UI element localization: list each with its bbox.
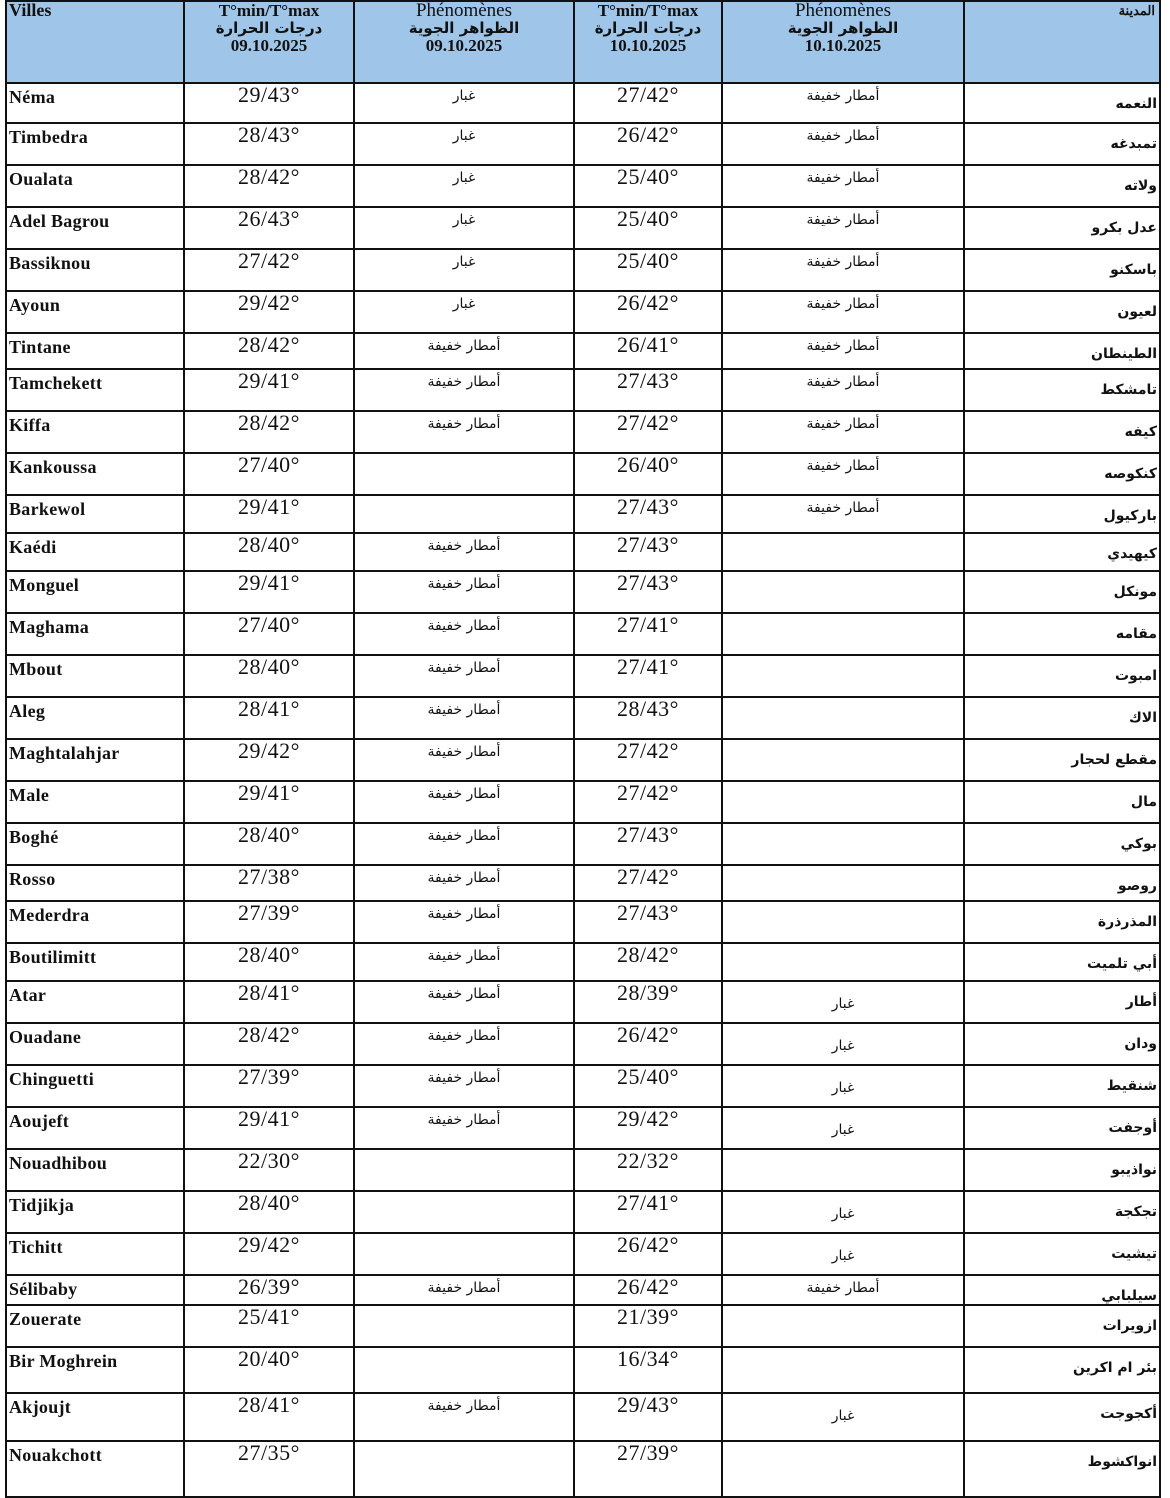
table-row bbox=[6, 411, 1160, 453]
city-cell: Male bbox=[6, 781, 184, 823]
phen-day2-cell bbox=[722, 943, 964, 981]
city-cell: Tidjikja bbox=[6, 1191, 184, 1233]
phen-day1-cell: أمطار خفيفة bbox=[354, 655, 574, 697]
city-cell: Barkewol bbox=[6, 495, 184, 533]
temp-day1-cell: 28/42° bbox=[184, 411, 354, 453]
phen-day1-cell: أمطار خفيفة bbox=[354, 1107, 574, 1149]
temp-day1-cell: 20/40° bbox=[184, 1347, 354, 1393]
table-row bbox=[6, 865, 1160, 901]
phen-day1-cell bbox=[354, 1347, 574, 1393]
temp-day2-cell: 28/43° bbox=[574, 697, 722, 739]
phen-day2-cell: أمطار خفيفة bbox=[722, 411, 964, 453]
table-row bbox=[6, 901, 1160, 943]
phen-day1-cell: غبار bbox=[354, 83, 574, 123]
phen-day2-cell: غبار bbox=[722, 1393, 964, 1441]
table-row bbox=[6, 1441, 1160, 1497]
temp-day1-cell: 27/35° bbox=[184, 1441, 354, 1497]
city-cell: Monguel bbox=[6, 571, 184, 613]
temp-day2-cell: 27/43° bbox=[574, 495, 722, 533]
city-cell: Oualata bbox=[6, 165, 184, 207]
temp-day2-cell: 27/41° bbox=[574, 613, 722, 655]
city-ar-cell: كنكوصه bbox=[964, 453, 1160, 495]
phen-day1-cell: غبار bbox=[354, 207, 574, 249]
temp-day2-cell: 27/42° bbox=[574, 83, 722, 123]
phen-day1-cell: أمطار خفيفة bbox=[354, 1275, 574, 1305]
city-ar-cell: مونكل bbox=[964, 571, 1160, 613]
city-cell: Ayoun bbox=[6, 291, 184, 333]
phen-day1-cell: أمطار خفيفة bbox=[354, 781, 574, 823]
temp-day2-cell: 27/39° bbox=[574, 1441, 722, 1497]
city-ar-cell: ازويرات bbox=[964, 1305, 1160, 1347]
phen-day2-cell: أمطار خفيفة bbox=[722, 207, 964, 249]
temp-day1-cell: 29/41° bbox=[184, 571, 354, 613]
temp-day2-cell: 25/40° bbox=[574, 249, 722, 291]
phen-day1-cell bbox=[354, 1305, 574, 1347]
city-cell: Néma bbox=[6, 83, 184, 123]
city-ar-cell: تجكجة bbox=[964, 1191, 1160, 1233]
temp-day1-cell: 29/41° bbox=[184, 369, 354, 411]
city-ar-cell: ودان bbox=[964, 1023, 1160, 1065]
temp-day1-cell: 29/41° bbox=[184, 495, 354, 533]
temp-day1-cell: 28/40° bbox=[184, 533, 354, 571]
table-row bbox=[6, 369, 1160, 411]
temp-day1-cell: 29/43° bbox=[184, 83, 354, 123]
phen-day2-cell bbox=[722, 739, 964, 781]
city-ar-cell: تيشيت bbox=[964, 1233, 1160, 1275]
table-row bbox=[6, 165, 1160, 207]
temp-day1-cell: 28/42° bbox=[184, 165, 354, 207]
temp-day1-cell: 27/38° bbox=[184, 865, 354, 901]
phen-day1-cell: أمطار خفيفة bbox=[354, 901, 574, 943]
table-row bbox=[6, 453, 1160, 495]
phen-day1-cell: غبار bbox=[354, 249, 574, 291]
temp-day2-cell: 16/34° bbox=[574, 1347, 722, 1393]
temp-day2-cell: 26/42° bbox=[574, 291, 722, 333]
table-row bbox=[6, 1149, 1160, 1191]
phen-day2-cell: أمطار خفيفة bbox=[722, 1275, 964, 1305]
phen-day2-cell: أمطار خفيفة bbox=[722, 291, 964, 333]
temp-day2-cell: 27/42° bbox=[574, 739, 722, 781]
phen-day2-cell: أمطار خفيفة bbox=[722, 165, 964, 207]
phen-day1-cell: أمطار خفيفة bbox=[354, 613, 574, 655]
header-temp-day1: T°min/T°max درجات الحرارة 09.10.2025 bbox=[184, 1, 354, 83]
phen-day1-cell: أمطار خفيفة bbox=[354, 533, 574, 571]
temp-day2-cell: 27/42° bbox=[574, 865, 722, 901]
city-cell: Tamchekett bbox=[6, 369, 184, 411]
city-cell: Nouadhibou bbox=[6, 1149, 184, 1191]
table-row bbox=[6, 207, 1160, 249]
phen-day2-cell bbox=[722, 571, 964, 613]
city-ar-cell: الاك bbox=[964, 697, 1160, 739]
city-cell: Maghtalahjar bbox=[6, 739, 184, 781]
table-row bbox=[6, 1347, 1160, 1393]
city-ar-cell: لعيون bbox=[964, 291, 1160, 333]
temp-day2-cell: 26/42° bbox=[574, 1275, 722, 1305]
header-phen-day1: Phénomènes الظواهر الجوية 09.10.2025 bbox=[354, 1, 574, 83]
phen-day1-cell bbox=[354, 495, 574, 533]
temp-day2-cell: 26/41° bbox=[574, 333, 722, 369]
phen-day1-cell: أمطار خفيفة bbox=[354, 411, 574, 453]
table-row bbox=[6, 495, 1160, 533]
city-cell: Zouerate bbox=[6, 1305, 184, 1347]
city-ar-cell: تمبدغه bbox=[964, 123, 1160, 165]
table-row bbox=[6, 291, 1160, 333]
table-row bbox=[6, 781, 1160, 823]
city-ar-cell: المذرذرة bbox=[964, 901, 1160, 943]
temp-day2-cell: 25/40° bbox=[574, 165, 722, 207]
temp-day1-cell: 28/40° bbox=[184, 1191, 354, 1233]
temp-day2-cell: 27/43° bbox=[574, 571, 722, 613]
city-ar-cell: مال bbox=[964, 781, 1160, 823]
phen-day1-cell: أمطار خفيفة bbox=[354, 333, 574, 369]
header-row bbox=[6, 1, 1160, 83]
phen-day2-cell bbox=[722, 533, 964, 571]
header-villes: Villes bbox=[6, 1, 184, 83]
city-cell: Tintane bbox=[6, 333, 184, 369]
table-row bbox=[6, 823, 1160, 865]
city-ar-cell: مقامه bbox=[964, 613, 1160, 655]
city-ar-cell: بوكي bbox=[964, 823, 1160, 865]
temp-day2-cell: 27/43° bbox=[574, 369, 722, 411]
table-row bbox=[6, 1191, 1160, 1233]
city-cell: Chinguetti bbox=[6, 1065, 184, 1107]
temp-day1-cell: 25/41° bbox=[184, 1305, 354, 1347]
phen-day2-cell: أمطار خفيفة bbox=[722, 123, 964, 165]
city-cell: Bir Moghrein bbox=[6, 1347, 184, 1393]
city-ar-cell: نواذيبو bbox=[964, 1149, 1160, 1191]
city-cell: Rosso bbox=[6, 865, 184, 901]
temp-day1-cell: 29/41° bbox=[184, 1107, 354, 1149]
temp-day1-cell: 28/41° bbox=[184, 697, 354, 739]
phen-day2-cell bbox=[722, 1441, 964, 1497]
city-cell: Nouakchott bbox=[6, 1441, 184, 1497]
temp-day1-cell: 27/40° bbox=[184, 613, 354, 655]
temp-day2-cell: 27/42° bbox=[574, 411, 722, 453]
phen-day2-cell bbox=[722, 613, 964, 655]
city-ar-cell: عدل بكرو bbox=[964, 207, 1160, 249]
temp-day1-cell: 27/42° bbox=[184, 249, 354, 291]
city-ar-cell: امبوت bbox=[964, 655, 1160, 697]
temp-day2-cell: 27/43° bbox=[574, 823, 722, 865]
phen-day1-cell: أمطار خفيفة bbox=[354, 1023, 574, 1065]
temp-day2-cell: 27/42° bbox=[574, 781, 722, 823]
city-ar-cell: بئر ام اكرين bbox=[964, 1347, 1160, 1393]
phen-day2-cell: غبار bbox=[722, 1065, 964, 1107]
city-cell: Aoujeft bbox=[6, 1107, 184, 1149]
temp-day1-cell: 28/40° bbox=[184, 655, 354, 697]
phen-day1-cell: أمطار خفيفة bbox=[354, 1065, 574, 1107]
temp-day2-cell: 21/39° bbox=[574, 1305, 722, 1347]
city-ar-cell: أطار bbox=[964, 981, 1160, 1023]
temp-day1-cell: 28/42° bbox=[184, 1023, 354, 1065]
phen-day1-cell bbox=[354, 1191, 574, 1233]
city-ar-cell: شنقيط bbox=[964, 1065, 1160, 1107]
temp-day2-cell: 29/43° bbox=[574, 1393, 722, 1441]
temp-day1-cell: 27/39° bbox=[184, 901, 354, 943]
city-cell: Kankoussa bbox=[6, 453, 184, 495]
temp-day1-cell: 22/30° bbox=[184, 1149, 354, 1191]
city-ar-cell: أبي تلميت bbox=[964, 943, 1160, 981]
phen-day1-cell: أمطار خفيفة bbox=[354, 571, 574, 613]
city-ar-cell: كيفه bbox=[964, 411, 1160, 453]
phen-day2-cell: أمطار خفيفة bbox=[722, 249, 964, 291]
temp-day2-cell: 27/43° bbox=[574, 901, 722, 943]
phen-day1-cell bbox=[354, 1149, 574, 1191]
city-ar-cell: كيهيدي bbox=[964, 533, 1160, 571]
phen-day2-cell: غبار bbox=[722, 981, 964, 1023]
table-row bbox=[6, 739, 1160, 781]
phen-day2-cell bbox=[722, 823, 964, 865]
phen-day1-cell: أمطار خفيفة bbox=[354, 981, 574, 1023]
city-ar-cell: باسكنو bbox=[964, 249, 1160, 291]
phen-day2-cell: غبار bbox=[722, 1107, 964, 1149]
city-ar-cell: تامشكط bbox=[964, 369, 1160, 411]
city-cell: Boghé bbox=[6, 823, 184, 865]
phen-day1-cell: أمطار خفيفة bbox=[354, 943, 574, 981]
temp-day2-cell: 28/42° bbox=[574, 943, 722, 981]
temp-day2-cell: 26/42° bbox=[574, 1023, 722, 1065]
table-row bbox=[6, 333, 1160, 369]
city-ar-cell: روصو bbox=[964, 865, 1160, 901]
city-ar-cell: مقطع لحجار bbox=[964, 739, 1160, 781]
table-row bbox=[6, 1023, 1160, 1065]
city-ar-cell: أوجفت bbox=[964, 1107, 1160, 1149]
temp-day2-cell: 26/40° bbox=[574, 453, 722, 495]
city-ar-cell: باركيول bbox=[964, 495, 1160, 533]
temp-day2-cell: 28/39° bbox=[574, 981, 722, 1023]
temp-day1-cell: 27/40° bbox=[184, 453, 354, 495]
forecast-table bbox=[5, 0, 1161, 1498]
city-cell: Maghama bbox=[6, 613, 184, 655]
phen-day2-cell bbox=[722, 1347, 964, 1393]
table-row bbox=[6, 249, 1160, 291]
city-cell: Mederdra bbox=[6, 901, 184, 943]
city-cell: Mbout bbox=[6, 655, 184, 697]
phen-day1-cell bbox=[354, 1233, 574, 1275]
phen-day2-cell: أمطار خفيفة bbox=[722, 495, 964, 533]
phen-day1-cell: أمطار خفيفة bbox=[354, 823, 574, 865]
city-cell: Sélibaby bbox=[6, 1275, 184, 1305]
phen-day1-cell: غبار bbox=[354, 291, 574, 333]
phen-day2-cell: غبار bbox=[722, 1191, 964, 1233]
temp-day1-cell: 26/39° bbox=[184, 1275, 354, 1305]
table-row bbox=[6, 1275, 1160, 1305]
table-row bbox=[6, 123, 1160, 165]
city-ar-cell: ولاته bbox=[964, 165, 1160, 207]
temp-day1-cell: 29/42° bbox=[184, 1233, 354, 1275]
temp-day1-cell: 28/40° bbox=[184, 823, 354, 865]
city-cell: Aleg bbox=[6, 697, 184, 739]
city-cell: Atar bbox=[6, 981, 184, 1023]
city-cell: Boutilimitt bbox=[6, 943, 184, 981]
city-cell: Kaédi bbox=[6, 533, 184, 571]
phen-day2-cell: غبار bbox=[722, 1233, 964, 1275]
header-temp-day2: T°min/T°max درجات الحرارة 10.10.2025 bbox=[574, 1, 722, 83]
temp-day1-cell: 28/42° bbox=[184, 333, 354, 369]
phen-day2-cell bbox=[722, 781, 964, 823]
temp-day1-cell: 28/41° bbox=[184, 1393, 354, 1441]
phen-day2-cell bbox=[722, 1305, 964, 1347]
temp-day2-cell: 26/42° bbox=[574, 123, 722, 165]
table-row bbox=[6, 1393, 1160, 1441]
temp-day1-cell: 28/40° bbox=[184, 943, 354, 981]
city-ar-cell: النعمه bbox=[964, 83, 1160, 123]
header-city-ar: المدينة bbox=[964, 1, 1160, 83]
temp-day1-cell: 26/43° bbox=[184, 207, 354, 249]
table-row bbox=[6, 1305, 1160, 1347]
city-ar-cell: سيلبابي bbox=[964, 1275, 1160, 1305]
table-row bbox=[6, 533, 1160, 571]
temp-day1-cell: 28/41° bbox=[184, 981, 354, 1023]
temp-day2-cell: 27/41° bbox=[574, 655, 722, 697]
table-row bbox=[6, 1065, 1160, 1107]
phen-day1-cell bbox=[354, 1441, 574, 1497]
city-cell: Timbedra bbox=[6, 123, 184, 165]
phen-day1-cell bbox=[354, 453, 574, 495]
phen-day2-cell: أمطار خفيفة bbox=[722, 369, 964, 411]
temp-day2-cell: 27/43° bbox=[574, 533, 722, 571]
city-ar-cell: الطينطان bbox=[964, 333, 1160, 369]
temp-day2-cell: 26/42° bbox=[574, 1233, 722, 1275]
temp-day1-cell: 29/42° bbox=[184, 739, 354, 781]
phen-day1-cell: أمطار خفيفة bbox=[354, 697, 574, 739]
table-row bbox=[6, 1233, 1160, 1275]
table-row bbox=[6, 83, 1160, 123]
city-cell: Kiffa bbox=[6, 411, 184, 453]
phen-day1-cell: أمطار خفيفة bbox=[354, 1393, 574, 1441]
table-row bbox=[6, 1107, 1160, 1149]
temp-day1-cell: 27/39° bbox=[184, 1065, 354, 1107]
temp-day2-cell: 25/40° bbox=[574, 1065, 722, 1107]
phen-day1-cell: غبار bbox=[354, 165, 574, 207]
phen-day2-cell bbox=[722, 697, 964, 739]
phen-day1-cell: أمطار خفيفة bbox=[354, 369, 574, 411]
city-cell: Bassiknou bbox=[6, 249, 184, 291]
phen-day2-cell: غبار bbox=[722, 1023, 964, 1065]
city-ar-cell: أكجوجت bbox=[964, 1393, 1160, 1441]
phen-day2-cell bbox=[722, 865, 964, 901]
phen-day1-cell: غبار bbox=[354, 123, 574, 165]
header-phen-day2: Phénomènes الظواهر الجوية 10.10.2025 bbox=[722, 1, 964, 83]
temp-day2-cell: 27/41° bbox=[574, 1191, 722, 1233]
temp-day2-cell: 25/40° bbox=[574, 207, 722, 249]
city-cell: Tichitt bbox=[6, 1233, 184, 1275]
phen-day2-cell: أمطار خفيفة bbox=[722, 83, 964, 123]
table-row bbox=[6, 571, 1160, 613]
city-ar-cell: انواكشوط bbox=[964, 1441, 1160, 1497]
phen-day1-cell: أمطار خفيفة bbox=[354, 865, 574, 901]
temp-day1-cell: 28/43° bbox=[184, 123, 354, 165]
city-cell: Akjoujt bbox=[6, 1393, 184, 1441]
temp-day1-cell: 29/42° bbox=[184, 291, 354, 333]
temp-day2-cell: 29/42° bbox=[574, 1107, 722, 1149]
phen-day2-cell bbox=[722, 901, 964, 943]
phen-day1-cell: أمطار خفيفة bbox=[354, 739, 574, 781]
temp-day2-cell: 22/32° bbox=[574, 1149, 722, 1191]
phen-day2-cell bbox=[722, 1149, 964, 1191]
temp-day1-cell: 29/41° bbox=[184, 781, 354, 823]
table-row bbox=[6, 613, 1160, 655]
table-row bbox=[6, 981, 1160, 1023]
phen-day2-cell bbox=[722, 655, 964, 697]
table-row bbox=[6, 697, 1160, 739]
table-row bbox=[6, 655, 1160, 697]
table-row bbox=[6, 943, 1160, 981]
city-cell: Adel Bagrou bbox=[6, 207, 184, 249]
city-cell: Ouadane bbox=[6, 1023, 184, 1065]
phen-day2-cell: أمطار خفيفة bbox=[722, 333, 964, 369]
phen-day2-cell: أمطار خفيفة bbox=[722, 453, 964, 495]
